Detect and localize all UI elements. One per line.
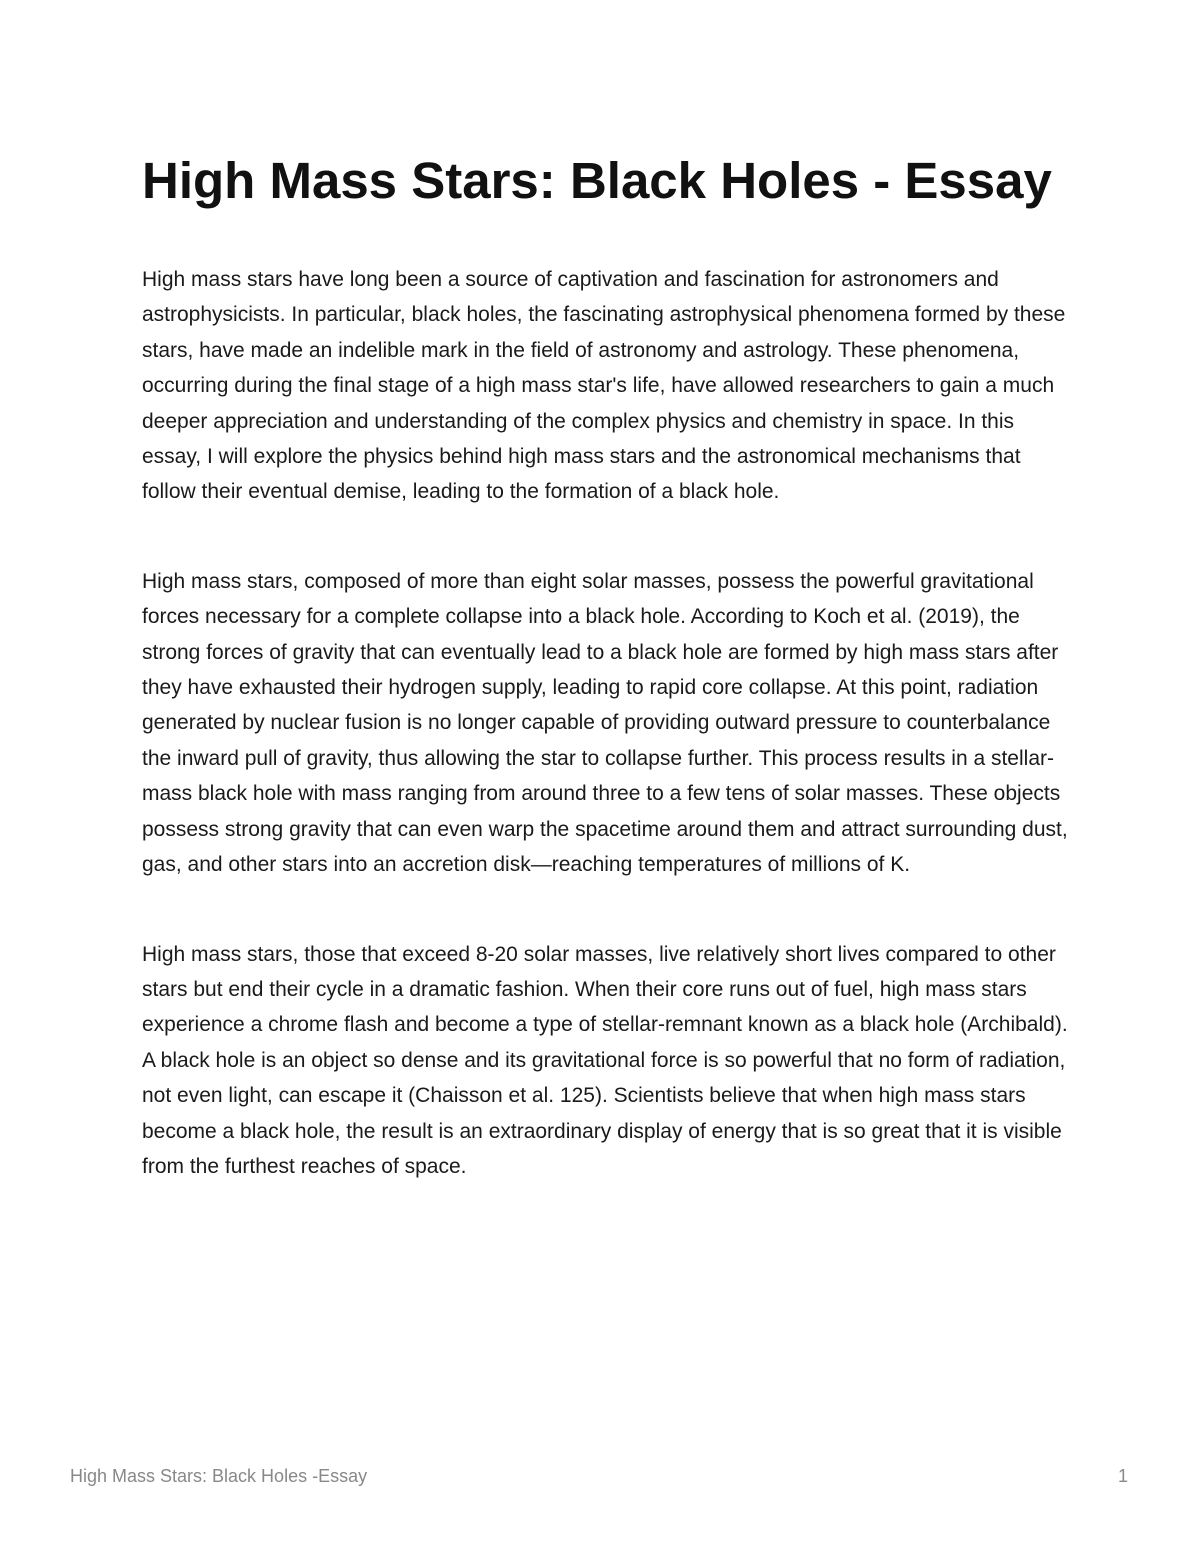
document-body (142, 148, 1072, 1184)
page-number: 1 (1117, 1466, 1128, 1486)
footer-running-title: High Mass Stars: Black Holes -Essay (70, 1466, 368, 1486)
page-footer (70, 1466, 1128, 1487)
paragraph-1: High mass stars have long been a source of captivation and fascination for astronomers and astrophysicists. In particular, black holes, the fascinating astrophysical phenomena formed by these stars, have made an indelible mark in the field of astronomy and astrology. These phenomena, occurring during the final stage of a high mass star's life, have allowed researchers to gain a much deeper appreciation and understanding of the complex physics and chemistry in space. In this essay, I will explore the physics behind high mass stars and the astronomical mechanisms that follow their eventual demise, leading to the formation of a black hole. (142, 268, 1066, 504)
paragraph-3: High mass stars, those that exceed 8-20 solar masses, live relatively short lives compared to other stars but end their cycle in a dramatic fashion. When their core runs out of fuel, high mass stars experience a chrome flash and become a type of stellar-remnant known as a black hole (Archibald). A black hole is an object so dense and its gravitational force is so powerful that no form of radiation, not even light, can escape it (Chaisson et al. 125). Scientists believe that when high mass stars become a black hole, the result is an extraordinary display of energy that is so great that it is visible from the furthest reaches of space. (142, 942, 1068, 1178)
paragraph-2: High mass stars, composed of more than eight solar masses, possess the powerful gravitational forces necessary for a complete collapse into a black hole. According to Koch et al. (2019), the strong forces of gravity that can eventually lead to a black hole are formed by high mass stars after they have exhausted their hydrogen supply, leading to rapid core collapse. At this point, radiation generated by nuclear fusion is no longer capable of providing outward pressure to counterbalance the inward pull of gravity, thus allowing the star to collapse further. This process results in a stellar-mass black hole with mass ranging from around three to a few tens of solar masses. These objects possess strong gravity that can even warp the spacetime around them and attract surrounding dust, gas, and other stars into an accretion disk—reaching temperatures of millions of K. (142, 569, 1068, 877)
document-title: High Mass Stars: Black Holes - Essay (142, 152, 1052, 209)
